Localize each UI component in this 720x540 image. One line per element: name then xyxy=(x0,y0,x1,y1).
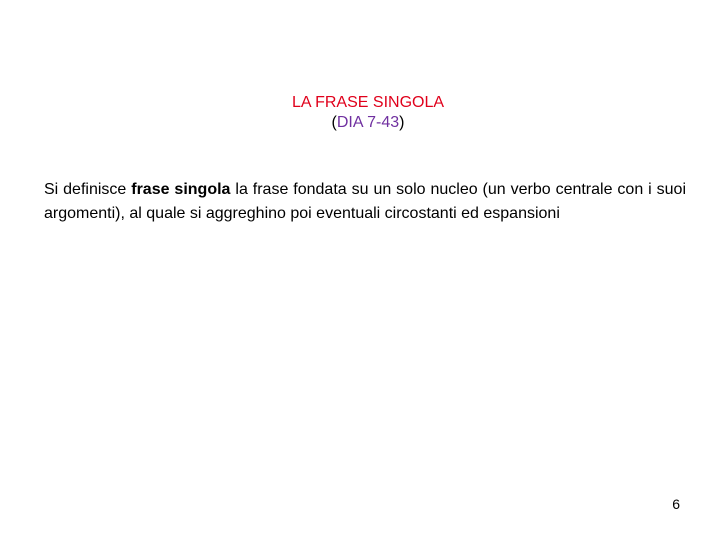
definition-text: la frase fondata su un solo nucleo (un verbo centrale con i suoi argomenti), al quale si aggreghino poi eventuali circostanti ed espansioni xyxy=(44,181,687,222)
definition-paragraph xyxy=(44,178,686,226)
subtitle-open-paren: ( xyxy=(331,114,337,131)
slide-title: LA FRASE SINGOLA xyxy=(291,94,445,111)
subtitle-close-paren: ) xyxy=(399,114,405,131)
definition-term: frase singola xyxy=(131,181,231,198)
page-number: 6 xyxy=(672,496,680,512)
title-block xyxy=(0,93,720,133)
definition-intro: Si definisce xyxy=(44,181,132,198)
slide-subtitle xyxy=(0,113,720,133)
subtitle-reference: DIA 7-43 xyxy=(336,114,400,131)
